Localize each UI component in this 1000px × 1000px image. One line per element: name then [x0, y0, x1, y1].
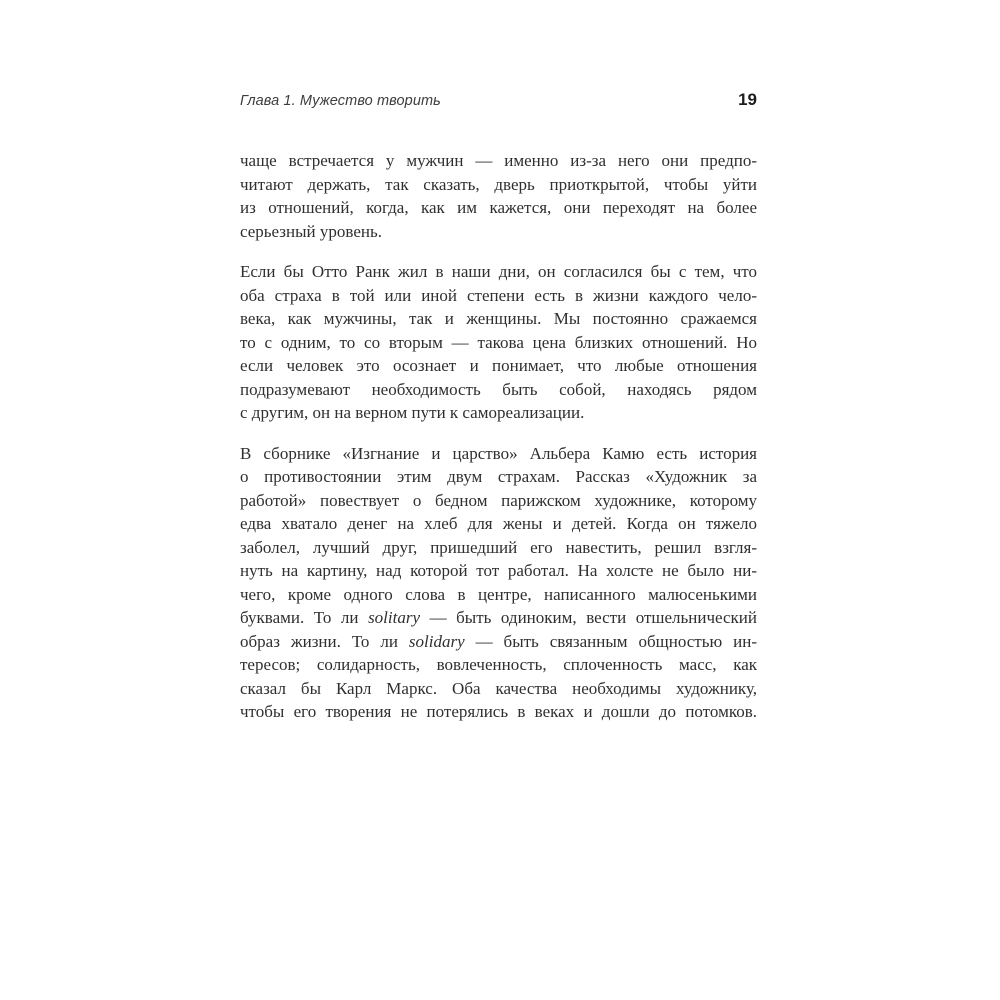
text-line: заболел, лучший друг, пришедший его навестить, решил взгля- — [240, 537, 757, 557]
running-header — [240, 90, 757, 110]
paragraph — [240, 260, 757, 425]
text-line: В сборнике «Изгнание и царство» Альбера Камю есть история — [240, 443, 757, 463]
text-line: едва хватало денег на хлеб для жены и детей. Когда он тяжело — [240, 514, 757, 533]
text-line: работой» повествует о бедном парижском художнике, которому — [240, 490, 757, 510]
text-line: из отношений, когда, как им кажется, они переходят на более — [240, 198, 757, 217]
text-line: чаще встречается у мужчин — именно из-за него они предпо- — [240, 151, 757, 170]
text-line: буквами. То ли solitary — быть одиноким, вести отшельнический — [240, 608, 757, 627]
text-line: образ жизни. То ли solidary — быть связанным общностью ин- — [240, 631, 757, 651]
text-line: с другим, он на верном пути к самореализации. — [240, 403, 585, 422]
text-line: тересов; солидарность, вовлеченность, сплоченность масс, как — [240, 655, 757, 674]
paragraph — [240, 442, 757, 724]
text-line: о противостоянии этим двум страхам. Рассказ «Художник за — [240, 467, 757, 486]
text-line: сказал бы Карл Маркс. Оба качества необходимы художнику, — [240, 678, 757, 698]
running-header-chapter: Глава 1. Мужество творить — [240, 93, 441, 109]
text-line: то с одним, то со вторым — такова цена близких отношений. Но — [240, 332, 757, 352]
page-number: 19 — [738, 90, 757, 109]
text-line: оба страха в той или иной степени есть в жизни каждого чело- — [240, 285, 757, 305]
text-line: Если бы Отто Ранк жил в наши дни, он согласился бы с тем, что — [240, 262, 757, 281]
text-line: если человек это осознает и понимает, что любые отношения — [240, 356, 757, 375]
paragraph — [240, 149, 757, 243]
body-text — [240, 149, 757, 724]
text-line: века, как мужчины, так и женщины. Мы постоянно сражаемся — [240, 309, 757, 328]
text-line: нуть на картину, над которой тот работал. На холсте не было ни- — [240, 561, 757, 580]
text-line: читают держать, так сказать, дверь приоткрытой, чтобы уйти — [240, 174, 757, 194]
text-line: серьезный уровень. — [240, 221, 382, 241]
text-line: чего, кроме одного слова в центре, написанного малюсенькими — [240, 584, 757, 604]
text-line: подразумевают необходимость быть собой, находясь рядом — [240, 379, 757, 399]
text-line: чтобы его творения не потерялись в веках и дошли до потомков. — [240, 702, 757, 721]
